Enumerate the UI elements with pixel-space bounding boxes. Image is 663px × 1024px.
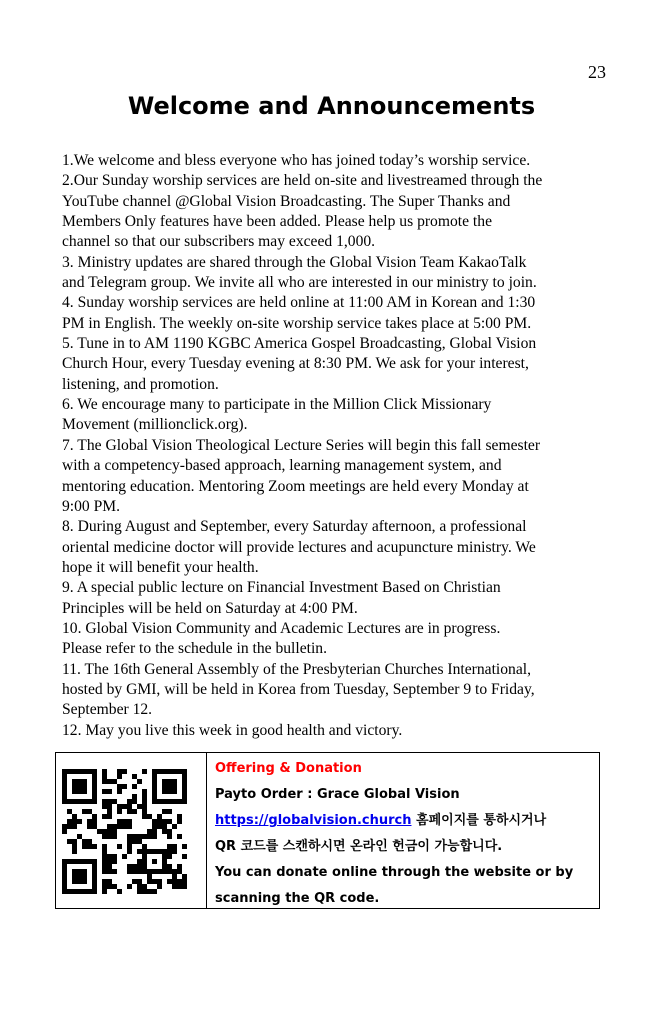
announcement-line: 11. The 16th General Assembly of the Presbyterian Churches International,: [62, 660, 531, 678]
announcement-line: 2.Our Sunday worship services are held on-site and livestreamed through the: [62, 172, 543, 190]
announcement-line: 1.We welcome and bless everyone who has joined today’s worship service.: [62, 152, 531, 169]
offering-box: [55, 752, 600, 909]
announcement-line: Church Hour, every Tuesday evening at 8:30 PM. We ask for your interest,: [62, 355, 529, 373]
announcement-line: mentoring education. Mentoring Zoom meetings are held every Monday at: [62, 477, 529, 495]
english-line: You can donate online through the website or by: [215, 865, 574, 880]
website-link[interactable]: https://globalvision.church: [215, 813, 412, 828]
announcement-line: 10. Global Vision Community and Academic Lectures are in progress.: [62, 619, 501, 637]
announcement-line: 12. May you live this week in good health and victory.: [62, 721, 403, 739]
announcement-line: Movement (millionclick.org).: [62, 416, 248, 434]
announcement-line: 6. We encourage many to participate in the Million Click Missionary: [62, 396, 492, 414]
english-line: scanning the QR code.: [215, 891, 380, 906]
qr-cell: [56, 753, 207, 908]
announcement-line: Principles will be held on Saturday at 4:00 PM.: [62, 599, 358, 617]
page-number: 23: [588, 62, 606, 82]
announcement-line: channel so that our subscribers may exceed 1,000.: [62, 233, 376, 251]
announcement-line: and Telegram group. We invite all who are interested in our ministry to join.: [62, 274, 537, 292]
announcement-line: 9. A special public lecture on Financial Investment Based on Christian: [62, 579, 501, 597]
announcement-line: 5. Tune in to AM 1190 KGBC America Gospel Broadcasting, Global Vision: [62, 335, 537, 353]
announcement-line: 3. Ministry updates are shared through the Global Vision Team KakaoTalk: [62, 253, 527, 271]
announcement-line: Members Only features have been added. Please help us promote the: [62, 213, 492, 231]
announcement-line: YouTube channel @Global Vision Broadcasting. The Super Thanks and: [62, 192, 511, 210]
announcement-line: oriental medicine doctor will provide lectures and acupuncture ministry. We: [62, 538, 536, 556]
announcement-line: 7. The Global Vision Theological Lecture Series will begin this fall semester: [62, 436, 541, 454]
announcement-line: hope it will benefit your health.: [62, 558, 259, 576]
announcement-line: with a competency-based approach, learning management system, and: [62, 457, 502, 475]
korean-text: 홈페이지를 통하시거나: [416, 813, 547, 828]
announcement-line: PM in English. The weekly on-site worship service takes place at 5:00 PM.: [62, 314, 532, 332]
announcement-line: 4. Sunday worship services are held online at 11:00 AM in Korean and 1:30: [62, 294, 536, 312]
website-line: [215, 811, 599, 837]
announcement-line: hosted by GMI, will be held in Korea from Tuesday, September 9 to Friday,: [62, 680, 535, 698]
announcements-list: [62, 151, 610, 741]
announcement-line: 9:00 PM.: [62, 497, 121, 515]
announcement-line: September 12.: [62, 701, 153, 719]
offering-heading: Offering & Donation: [215, 761, 362, 776]
page-title: Welcome and Announcements: [127, 92, 536, 120]
announcement-line: Please refer to the schedule in the bulletin.: [62, 640, 328, 658]
qr-code-icon[interactable]: [62, 769, 187, 894]
payto-line: Payto Order : Grace Global Vision: [215, 787, 460, 802]
korean-line: QR 코드를 스캔하시면 온라인 헌금이 가능합니다.: [215, 839, 503, 854]
announcement-line: 8. During August and September, every Saturday afternoon, a professional: [62, 518, 527, 536]
announcement-line: listening, and promotion.: [62, 375, 219, 393]
offering-info: [207, 753, 599, 908]
